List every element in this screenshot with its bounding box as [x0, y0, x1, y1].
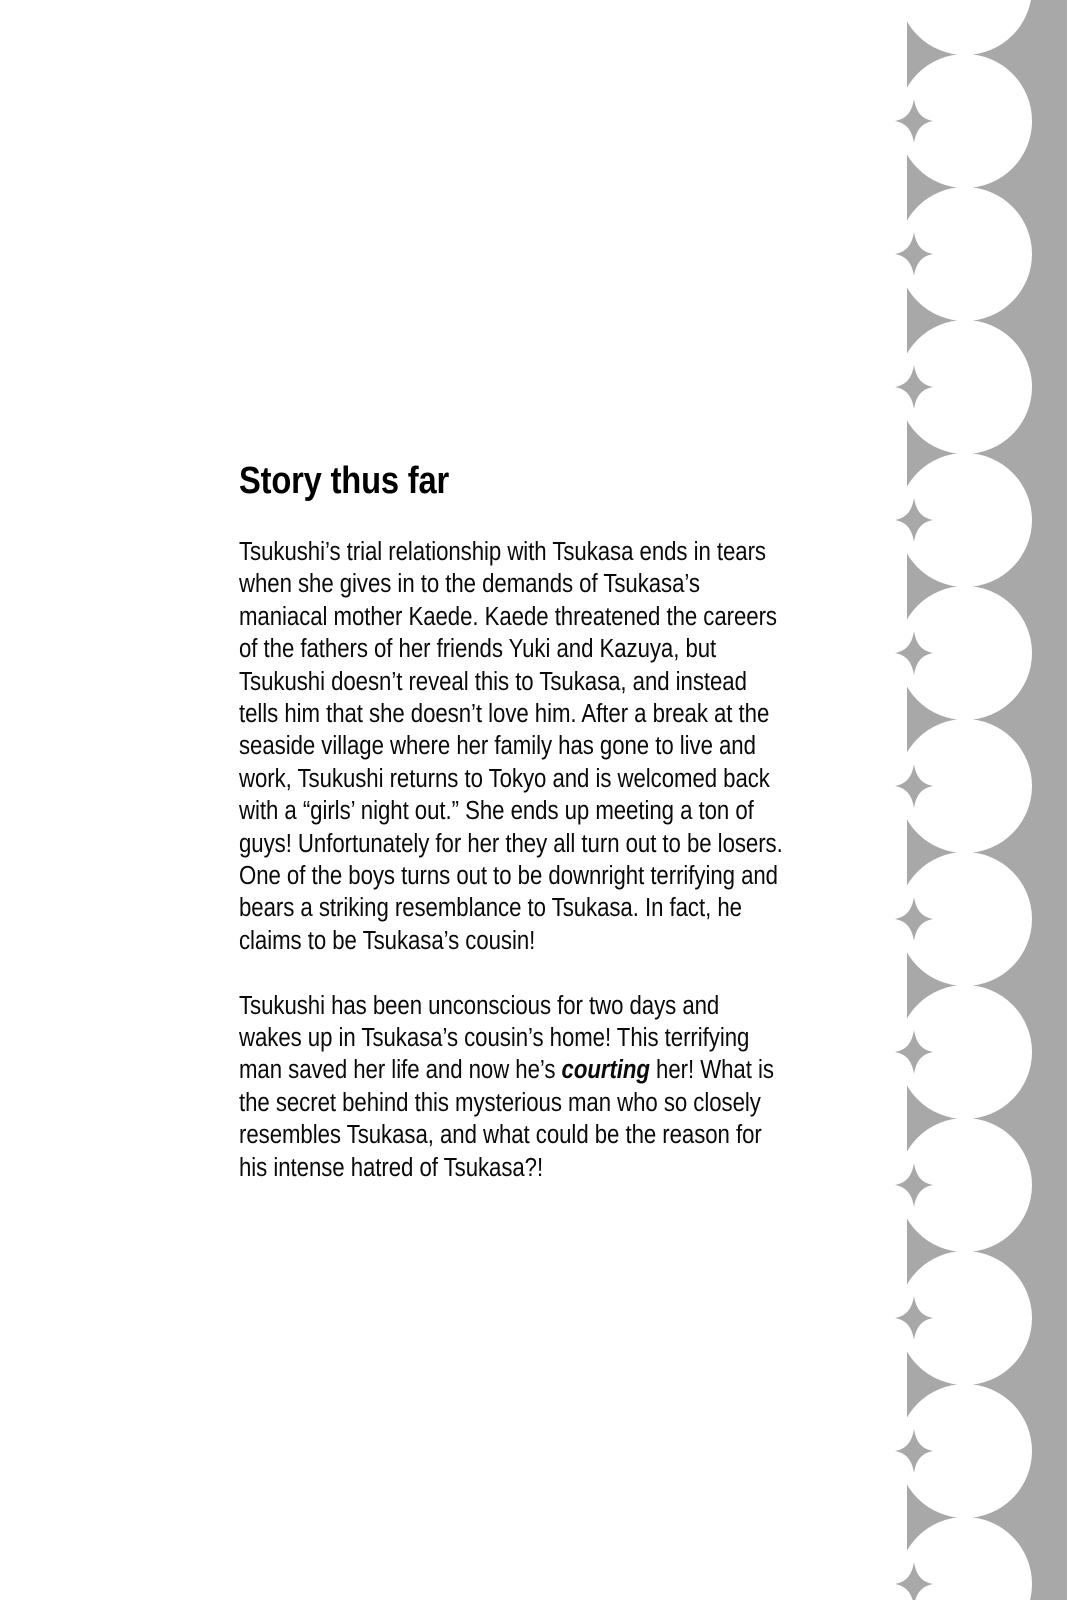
sparkle-group — [895, 99, 933, 1600]
emphasized-word: courting — [561, 1056, 650, 1085]
story-recap-content — [239, 462, 784, 1184]
border-gray-band — [907, 0, 1067, 1600]
page-title: Story thus far — [239, 460, 450, 502]
scalloped-sparkle-border — [867, 0, 1067, 1600]
story-paragraph-1: Tsukushi’s trial relationship with Tsukasa ends in tears when she gives in to the demands of Tsukasa’s maniacal mother Kaede. Kaede threatened the careers of the fathers of her friends Yuki and Kazuya, but Tsukushi doesn’t reveal this to Tsukasa, and instead tells him that she doesn’t love him. After a break at the seaside village where her family has gone to live and work, Tsukushi returns to Tokyo and is welcomed back with a “girls’ night out.” She ends up meeting a ton of guys! Unfortunately for her they all turn out to be losers. One of the boys turns out to be downright terrifying and bears a striking resemblance to Tsukasa. In fact, he claims to be Tsukasa’s cousin! — [239, 538, 783, 955]
story-paragraph-2: Tsukushi has been unconscious for two days and wakes up in Tsukasa’s cousin’s home! This terrifying man saved her life and now he’s courting her! What is the secret behind this mysterious man who so closely resembles Tsukasa, and what could be the reason for his intense hatred of Tsukasa?! — [239, 991, 774, 1182]
